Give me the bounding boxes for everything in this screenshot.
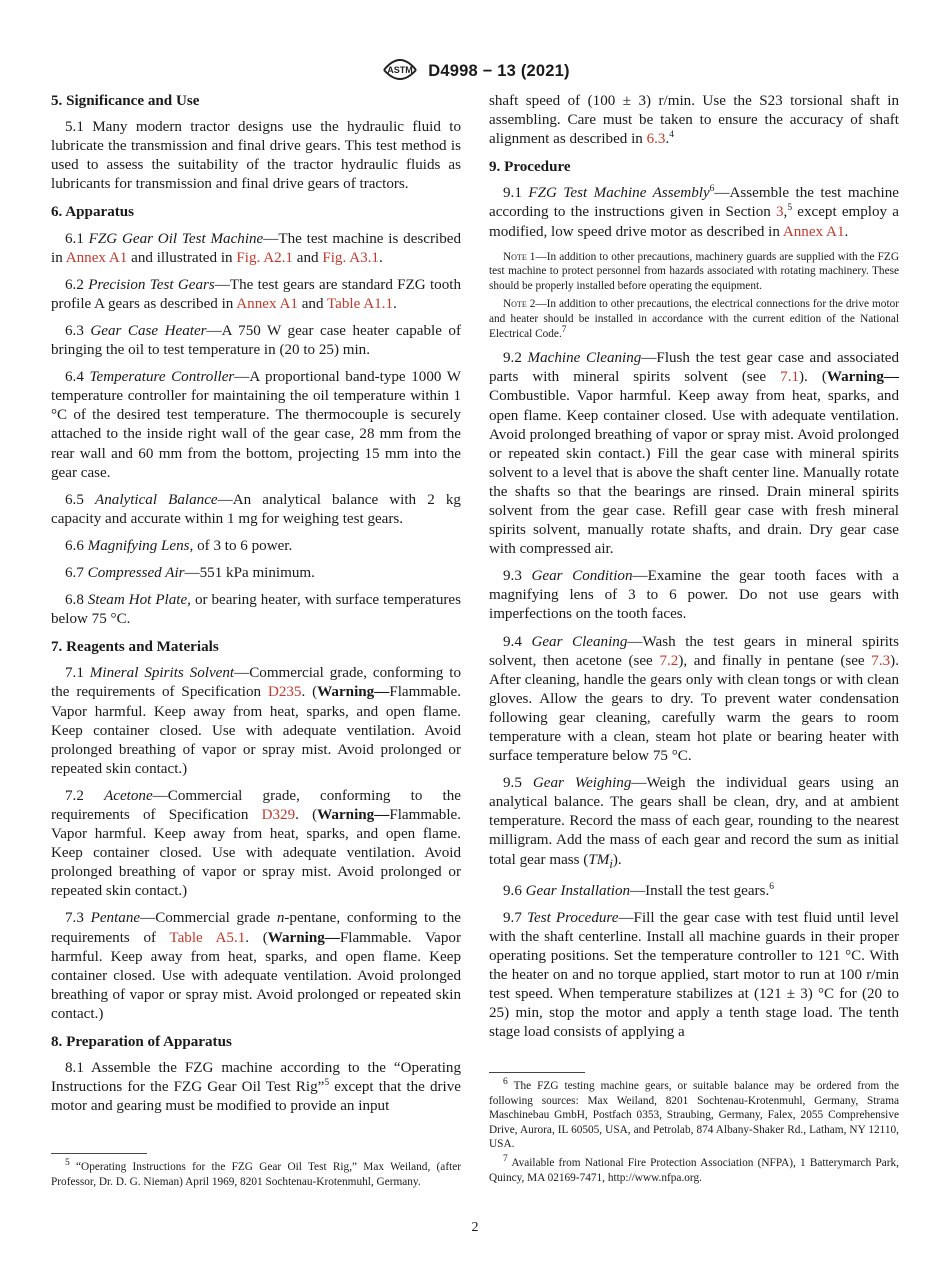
page-number: 2: [471, 1220, 479, 1235]
paragraph-9-2: 9.2 Machine Cleaning—Flush the test gear case and associated parts with mineral spirits solvent (see 7.1). (Warning—Combustible. Vapor harmful. Keep away from heat, sparks, and open flame. Keep container closed. Use with adequate ventilation. Avoid prolonged breathing of vapor or spray mist. Avoid prolonged or repeated skin contact.) Fill the gear case with mineral spirits solvent to a level that is above the shaft center line. Manually rotate the shafts so that the bearings are rinsed. Drain mineral spirits solvent from the gear case. Refill gear case with fresh mineral spirits solvent, manually rotate shafts, and drain. Dry gear case with compressed air.: [489, 350, 900, 558]
paragraph-8-1: 8.1 Assemble the FZG machine according to the “Operating Instructions for the FZG Gear Oil Test Rig”$^5$ except that the drive motor and gearing must be modified to provide an input: [51, 1060, 461, 1115]
section-8-heading: 8. Preparation of Apparatus: [51, 1034, 232, 1051]
section-5-heading: 5. Significance and Use: [51, 93, 200, 109]
paragraph-9-1: 9.1 FZG Test Machine Assembly$^6$—Assemble the test machine according to the instructions given in Section 3,$^5$ except employ a modified, low speed drive motor as described in Annex A1.: [489, 184, 899, 240]
paragraph-7-2: 7.2 Acetone—Commercial grade, conforming to the requirements of Specification D329. (Warning—Flammable. Vapor harmful. Keep away from heat, sparks, and open flame. Keep container closed. Use with adequate ventilation. Avoid prolonged breathing of vapor or spray mist. Avoid prolonged or repeated skin contact.): [51, 787, 461, 900]
paragraph-6-8: 6.8 Steam Hot Plate, or bearing heater, with surface temperatures below 75 °C.: [51, 592, 462, 628]
paragraph-7-1: 7.1 Mineral Spirits Solvent—Commercial grade, conforming to the requirements of Specification D235. (Warning—Flammable. Vapor harmful. Keep away from heat, sparks, and open flame. Keep container closed. Use with adequate ventilation. Avoid prolonged breathing of vapor or spray mist. Avoid prolonged or repeated skin contact.): [51, 665, 461, 777]
section-7-1-link[interactable]: 7.1: [780, 369, 800, 386]
section-6-3-link[interactable]: 6.3: [646, 131, 666, 148]
section-7-heading: 7. Reagents and Materials: [51, 639, 219, 656]
footnote-5: $^5$ “Operating Instructions for the FZG Gear Oil Test Rig,” Max Weiland, (after Professor, Dr. D. G. Nieman) April 1969, 8201 Sochtenau-Krotenmuhl, Germany.: [51, 1158, 461, 1188]
paragraph-8-1-continued: shaft speed of (100 ± 3) r/min. Use the S23 torsional shaft in assembling. Care must be taken to ensure the accuracy of shaft alignment as described in 6.3.$^4$: [489, 93, 899, 148]
footnotes-right: [489, 1072, 899, 1189]
annex-a1-link[interactable]: Annex A1: [65, 249, 128, 266]
right-column: [489, 92, 899, 1050]
paragraph-6-6: 6.6 Magnifying Lens, of 3 to 6 power.: [65, 537, 293, 554]
paragraph-6-1: 6.1 FZG Gear Oil Test Machine—The test machine is described in Annex A1 and illustrated in Fig. A2.1 and Fig. A3.1.: [51, 230, 461, 266]
paragraph-6-4: 6.4 Temperature Controller—A proportional band-type 1000 W temperature controller for maintaining the oil temperature within 1 °C of the desired test temperature. The thermocouple is securely attached to the inside right wall of the gear case, 28 mm from the rear wall and 60 mm from the bottom, projecting 15 mm into the gear case.: [51, 369, 461, 481]
document-designation: D4998 − 13 (2021): [428, 62, 570, 80]
paragraph-9-4: 9.4 Gear Cleaning—Wash the test gears in mineral spirits solvent, then acetone (see 7.2), and finally in pentane (see 7.3). After cleaning, handle the gears only with clean tongs or with clean gloves. Allow the gears to dry. To prevent water condensation following gear cleaning, carefully warm the gears to room temperature with a clean, steam hot plate or bearing heater with surface temperature below 75 °C.: [489, 633, 899, 765]
d329-link[interactable]: D329: [261, 807, 296, 823]
fig-a2-1-link[interactable]: Fig. A2.1: [236, 249, 293, 266]
section-9-heading: 9. Procedure: [489, 159, 571, 176]
svg-text:ASTM: ASTM: [387, 65, 414, 75]
note-1: Note 1—In addition to other precautions, machinery guards are supplied with the FZG test machine to protect personnel from hazards associated with rotating machinery. These should be properly installed before operating the equipment.: [489, 250, 899, 292]
paragraph-6-7: 6.7 Compressed Air—551 kPa minimum.: [65, 564, 315, 581]
d235-link[interactable]: D235: [267, 684, 302, 701]
table-a1-1-link[interactable]: Table A1.1: [327, 295, 394, 312]
fig-a3-1-link[interactable]: Fig. A3.1: [322, 249, 379, 266]
paragraph-7-3: 7.3 Pentane—Commercial grade n-pentane, conforming to the requirements of Table A5.1. (Warning—Flammable. Vapor harmful. Keep away from heat, sparks, and open flame. Keep container closed. Use with adequate ventilation. Avoid prolonged breathing of vapor or spray mist. Avoid prolonged or repeated skin contact.): [51, 910, 461, 1022]
paragraph-5-1: 5.1 Many modern tractor designs use the hydraulic fluid to lubricate the transmission and final drive gears. This test method is used to assess the suitability of the tractor hydraulic fluids as lubricants for transmission and final drive gears of tractors.: [51, 119, 461, 193]
footnote-divider: [51, 1153, 147, 1154]
section-3-link[interactable]: 3: [775, 204, 784, 221]
section-6-heading: 6. Apparatus: [51, 204, 135, 221]
paragraph-9-6: 9.6 Gear Installation—Install the test gears.$^6$: [503, 881, 774, 899]
footnote-6: $^6$ The FZG testing machine gears, or suitable balance may be ordered from the following sources: Max Weiland, 8201 Sochtenau-Krotenmuhl, Germany, Strama Maschinebau GmbH, Postfach 0353, Straubing, Germany, Falex, 2055 Comprehensive Drive, Aurora, IL 60505, USA, and Petrolab, 874 Albany-Shaker Rd., Latham, NY 12110, USA.: [489, 1077, 899, 1151]
paragraph-6-5: 6.5 Analytical Balance—An analytical balance with 2 kg capacity and accurate within 1 mg for weighing test gears.: [51, 491, 461, 527]
footnotes-left: [51, 1153, 461, 1193]
section-7-2-link[interactable]: 7.2: [659, 652, 679, 669]
paragraph-6-3: 6.3 Gear Case Heater—A 750 W gear case heater capable of bringing the oil to test temperature in (20 to 25) min.: [51, 322, 461, 359]
paragraph-9-5: 9.5 Gear Weighing—Weigh the individual gears using an analytical balance. The gears shall be clean, dry, and at ambient temperature. Record the mass of each gear, rounding to the nearest milligram. Add the mass of each gear and record the sum as initial total gear mass $(TM_i)$.: [489, 775, 899, 871]
annex-a1-link[interactable]: Annex A1: [236, 295, 298, 312]
section-7-3-link[interactable]: 7.3: [871, 652, 891, 669]
table-a5-1-link[interactable]: Table A5.1: [169, 929, 246, 946]
footnote-7: $^7$ Available from National Fire Protection Association (NFPA), 1 Batterymarch Park, Quincy, MA 02169-7471, http://www.nfpa.org.: [489, 1154, 899, 1184]
page-header: [0, 56, 950, 87]
note-2: Note 2—In addition to other precautions, the electrical connections for the drive motor and heater should be installed in accordance with the current edition of the National Electrical Code.$^7$: [489, 298, 900, 340]
paragraph-9-3: 9.3 Gear Condition—Examine the gear tooth faces with a magnifying lens of 3 to 6 power. Do not use gears with imperfections on the tooth faces.: [489, 568, 899, 623]
astm-logo-icon: [380, 56, 420, 87]
footnote-divider: [489, 1072, 585, 1073]
annex-a1-link[interactable]: Annex A1: [782, 223, 845, 240]
paragraph-6-2: 6.2 Precision Test Gears—The test gears are standard FZG tooth profile A gears as described in Annex A1 and Table A1.1.: [51, 276, 462, 312]
left-column: [51, 92, 461, 1124]
paragraph-9-7: 9.7 Test Procedure—Fill the gear case with test fluid until level with the shaft centerline. Install all machine guards in their proper operating positions. Set the temperature controller to 121 °C. With the heater on and no torque applied, start motor to run at 100 r/min test speed. When temperature stabilizes at (121 ± 3) °C for (20 to 25) min, stop the motor and apply a tenth stage load. The tenth stage load consists of applying a: [489, 909, 900, 1041]
